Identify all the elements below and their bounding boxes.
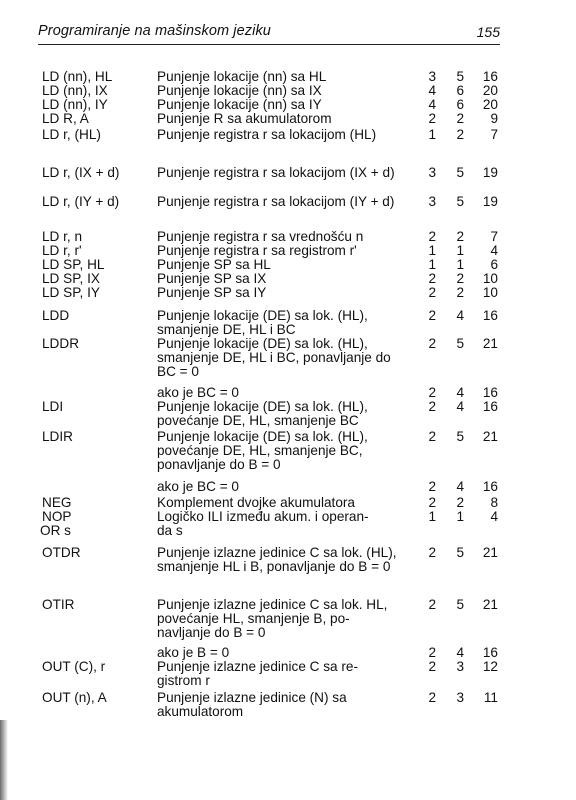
instruction-description: Punjenje izlazne jedinice C sa re-gistrom r <box>157 659 358 688</box>
machine-cycles: 2 <box>456 495 464 510</box>
instruction-description: Punjenje lokacije (DE) sa lok. (HL), smanjenje DE, HL i BC, ponavljanje do BC = 0 <box>157 336 391 379</box>
machine-cycles: 5 <box>456 194 464 209</box>
byte-count: 1 <box>428 243 436 258</box>
byte-count: 2 <box>428 271 436 286</box>
instruction-mnemonic: LD (nn), IY <box>42 97 108 112</box>
instruction-mnemonic: LD (nn), IX <box>42 83 108 98</box>
instruction-mnemonic: LD SP, HL <box>42 257 105 272</box>
instruction-mnemonic: NEG <box>42 495 72 510</box>
instruction-mnemonic: LD SP, IX <box>42 271 100 286</box>
clock-states: 21 <box>482 597 498 612</box>
instruction-description: Punjenje lokacije (DE) sa lok. (HL), smanjenje DE, HL i BC <box>157 308 368 337</box>
instruction-mnemonic: LD R, A <box>42 111 89 126</box>
instruction-description: Punjenje registra r sa lokacijom (IY + d) <box>157 194 395 209</box>
machine-cycles: 5 <box>456 429 464 444</box>
byte-count: 3 <box>428 194 436 209</box>
running-title: Programiranje na mašinskom jeziku <box>38 23 271 39</box>
byte-count: 2 <box>428 690 436 705</box>
byte-count: 1 <box>428 257 436 272</box>
clock-states: 4 <box>490 243 498 258</box>
instruction-description: ako je B = 0 <box>157 645 230 660</box>
clock-states: 19 <box>482 194 498 209</box>
instruction-mnemonic: LD SP, IY <box>42 285 100 300</box>
instruction-description: Punjenje izlazne jedinice C sa lok. (HL), smanjenje HL i B, ponavljanje do B = 0 <box>157 545 397 574</box>
clock-states: 10 <box>482 271 498 286</box>
byte-count: 1 <box>428 127 436 142</box>
machine-cycles: 2 <box>456 229 464 244</box>
byte-count: 3 <box>428 165 436 180</box>
instruction-mnemonic: LD r, (IY + d) <box>42 194 120 209</box>
clock-states: 7 <box>490 229 498 244</box>
byte-count: 2 <box>428 285 436 300</box>
instruction-mnemonic: NOP <box>42 509 72 524</box>
byte-count: 1 <box>428 509 436 524</box>
instruction-mnemonic: OTIR <box>42 597 75 612</box>
instruction-description: Punjenje registra r sa lokacijom (IX + d) <box>157 165 395 180</box>
clock-states: 21 <box>482 429 498 444</box>
instruction-mnemonic: OUT (C), r <box>42 659 106 674</box>
clock-states: 16 <box>482 399 498 414</box>
machine-cycles: 4 <box>456 385 464 400</box>
byte-count: 4 <box>428 83 436 98</box>
instruction-description: Punjenje lokacije (nn) sa IX <box>157 83 322 98</box>
instruction-description: Punjenje SP sa IX <box>157 271 267 286</box>
clock-states: 20 <box>482 83 498 98</box>
instruction-description: Punjenje registra r sa lokacijom (HL) <box>157 127 377 142</box>
instruction-description: Komplement dvojke akumulatora <box>157 495 355 510</box>
byte-count: 2 <box>428 545 436 560</box>
instruction-description: Punjenje R sa akumulatorom <box>157 111 332 126</box>
instruction-description: Punjenje registra r sa registrom r' <box>157 243 357 258</box>
instruction-description: Punjenje izlazne jedinice (N) sa akumulatorom <box>157 690 347 719</box>
machine-cycles: 3 <box>456 690 464 705</box>
clock-states: 7 <box>490 127 498 142</box>
instruction-description: Logičko ILI između akum. i operan- <box>157 509 369 524</box>
byte-count: 2 <box>428 645 436 660</box>
machine-cycles: 3 <box>456 659 464 674</box>
instruction-description: Punjenje lokacije (DE) sa lok. (HL), povećanje DE, HL, smanjenje BC, ponavljanje do B = 0 <box>157 429 368 472</box>
instruction-description: Punjenje lokacije (DE) sa lok. (HL), povećanje DE, HL, smanjenje BC <box>157 399 368 428</box>
instruction-mnemonic: LD r, (IX + d) <box>42 165 120 180</box>
instruction-mnemonic: LDIR <box>42 429 73 444</box>
clock-states: 8 <box>490 495 498 510</box>
machine-cycles: 2 <box>456 127 464 142</box>
machine-cycles: 4 <box>456 479 464 494</box>
clock-states: 4 <box>490 509 498 524</box>
clock-states: 16 <box>482 69 498 84</box>
clock-states: 16 <box>482 385 498 400</box>
machine-cycles: 4 <box>456 308 464 323</box>
byte-count: 2 <box>428 385 436 400</box>
instruction-description: da s <box>157 523 183 538</box>
instruction-mnemonic: LD r, r' <box>42 243 82 258</box>
instruction-description: Punjenje SP sa IY <box>157 285 267 300</box>
machine-cycles: 5 <box>456 165 464 180</box>
machine-cycles: 2 <box>456 111 464 126</box>
machine-cycles: 1 <box>456 257 464 272</box>
clock-states: 12 <box>482 659 498 674</box>
clock-states: 11 <box>483 690 498 705</box>
machine-cycles: 1 <box>456 509 464 524</box>
clock-states: 21 <box>482 336 498 351</box>
byte-count: 2 <box>428 429 436 444</box>
instruction-mnemonic: OUT (n), A <box>42 690 107 705</box>
machine-cycles: 5 <box>456 597 464 612</box>
instruction-description: Punjenje lokacije (nn) sa HL <box>157 69 327 84</box>
clock-states: 19 <box>482 165 498 180</box>
clock-states: 6 <box>490 257 498 272</box>
binding-shadow <box>0 720 8 800</box>
byte-count: 2 <box>428 479 436 494</box>
instruction-description: Punjenje izlazne jedinice C sa lok. HL, povećanje HL, smanjenje B, po-navljanje do B = 0 <box>157 597 388 640</box>
instruction-mnemonic: LDD <box>42 308 70 323</box>
clock-states: 21 <box>482 545 498 560</box>
machine-cycles: 5 <box>456 545 464 560</box>
byte-count: 2 <box>428 495 436 510</box>
instruction-mnemonic: LDI <box>42 399 64 414</box>
machine-cycles: 6 <box>456 97 464 112</box>
machine-cycles: 5 <box>456 336 464 351</box>
instruction-description: ako je BC = 0 <box>157 479 239 494</box>
machine-cycles: 2 <box>456 271 464 286</box>
byte-count: 2 <box>428 229 436 244</box>
instruction-mnemonic: LD r, (HL) <box>42 127 101 142</box>
byte-count: 2 <box>428 336 436 351</box>
instruction-mnemonic: OR s <box>40 523 71 538</box>
byte-count: 2 <box>428 659 436 674</box>
clock-states: 16 <box>482 479 498 494</box>
byte-count: 2 <box>428 597 436 612</box>
byte-count: 3 <box>428 69 436 84</box>
instruction-mnemonic: OTDR <box>42 545 81 560</box>
instruction-mnemonic: LD r, n <box>42 229 83 244</box>
instruction-mnemonic: LDDR <box>42 336 80 351</box>
byte-count: 2 <box>428 308 436 323</box>
instruction-description: Punjenje SP sa HL <box>157 257 271 272</box>
clock-states: 9 <box>490 111 498 126</box>
clock-states: 20 <box>482 97 498 112</box>
machine-cycles: 1 <box>456 243 464 258</box>
machine-cycles: 5 <box>456 69 464 84</box>
instruction-description: Punjenje lokacije (nn) sa IY <box>157 97 322 112</box>
machine-cycles: 6 <box>456 83 464 98</box>
machine-cycles: 4 <box>456 399 464 414</box>
machine-cycles: 4 <box>456 645 464 660</box>
page-number: 155 <box>476 24 500 40</box>
instruction-description: Punjenje registra r sa vrednošću n <box>157 229 364 244</box>
clock-states: 16 <box>482 645 498 660</box>
machine-cycles: 2 <box>456 285 464 300</box>
clock-states: 16 <box>482 308 498 323</box>
clock-states: 10 <box>482 285 498 300</box>
byte-count: 2 <box>428 111 436 126</box>
byte-count: 4 <box>428 97 436 112</box>
instruction-mnemonic: LD (nn), HL <box>42 69 113 84</box>
instruction-description: ako je BC = 0 <box>157 385 239 400</box>
byte-count: 2 <box>428 399 436 414</box>
